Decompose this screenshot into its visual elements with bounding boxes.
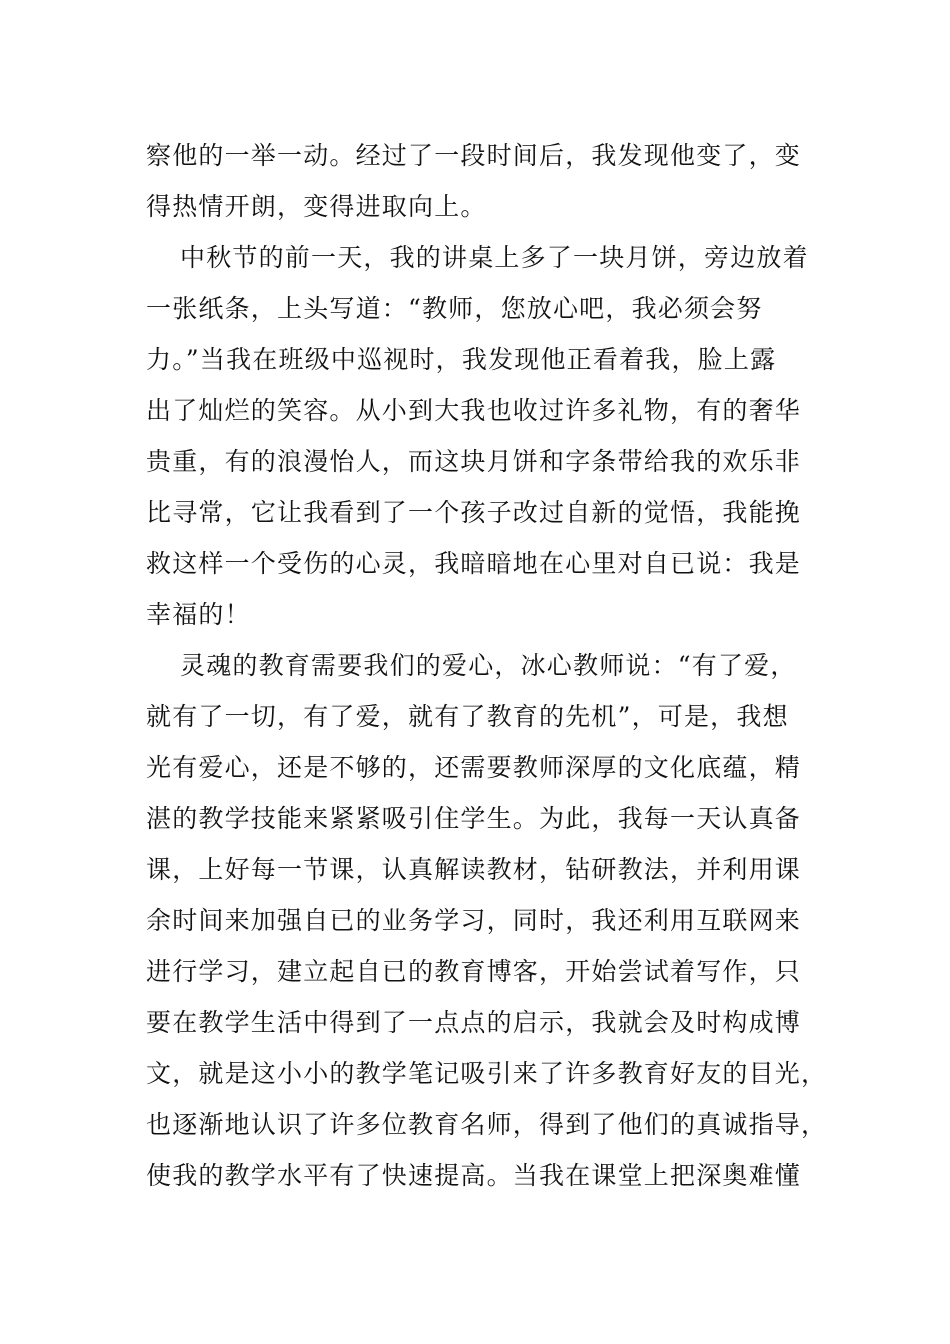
text-line: 要在教学生活中得到了一点点的启示，我就会及时构成博	[146, 1008, 802, 1037]
text-line: 湛的教学技能来紧紧吸引住学生。为此，我每一天认真备	[146, 804, 802, 833]
text-line: 得热情开朗，变得进取向上。	[146, 192, 487, 221]
text-line: 光有爱心，还是不够的，还需要教师深厚的文化底蕴，精	[146, 753, 802, 782]
body-text	[146, 130, 828, 1201]
text-line: 比寻常，它让我看到了一个孩子改过自新的觉悟，我能挽	[146, 498, 802, 527]
text-line: 察他的一举一动。经过了一段时间后，我发现他变了，变	[146, 141, 802, 170]
paragraph-3	[146, 640, 828, 1201]
text-line: 就有了一切，有了爱，就有了教育的先机”，可是，我想	[146, 702, 789, 731]
text-line: 力。”当我在班级中巡视时，我发现他正看着我，脸上露	[146, 345, 777, 374]
text-line: 课，上好每一节课，认真解读教材，钻研教法，并利用课	[146, 855, 802, 884]
text-line: 文，就是这小小的教学笔记吸引来了许多教育好友的目光，	[146, 1059, 828, 1088]
text-line: 余时间来加强自已的业务学习，同时，我还利用互联网来	[146, 906, 802, 935]
text-line: 救这样一个受伤的心灵，我暗暗地在心里对自已说：我是	[146, 549, 802, 578]
text-line: 进行学习，建立起自已的教育博客，开始尝试着写作，只	[146, 957, 802, 986]
text-line: 贵重，有的浪漫怡人，而这块月饼和字条带给我的欢乐非	[146, 447, 802, 476]
paragraph-2	[146, 232, 809, 640]
text-line: 幸福的！	[146, 600, 251, 629]
text-line: 出了灿烂的笑容。从小到大我也收过许多礼物，有的奢华	[146, 396, 802, 425]
paragraph-1	[146, 130, 806, 232]
text-line: 使我的教学水平有了快速提高。当我在课堂上把深奥难懂	[146, 1161, 802, 1190]
text-line: 中秋节的前一天，我的讲桌上多了一块月饼，旁边放着	[180, 243, 809, 272]
text-line: 一张纸条，上头写道：“教师，您放心吧，我必须会努	[146, 294, 763, 323]
text-line: 灵魂的教育需要我们的爱心，冰心教师说：“有了爱，	[180, 651, 797, 680]
text-line: 也逐渐地认识了许多位教育名师，得到了他们的真诚指导，	[146, 1110, 828, 1139]
